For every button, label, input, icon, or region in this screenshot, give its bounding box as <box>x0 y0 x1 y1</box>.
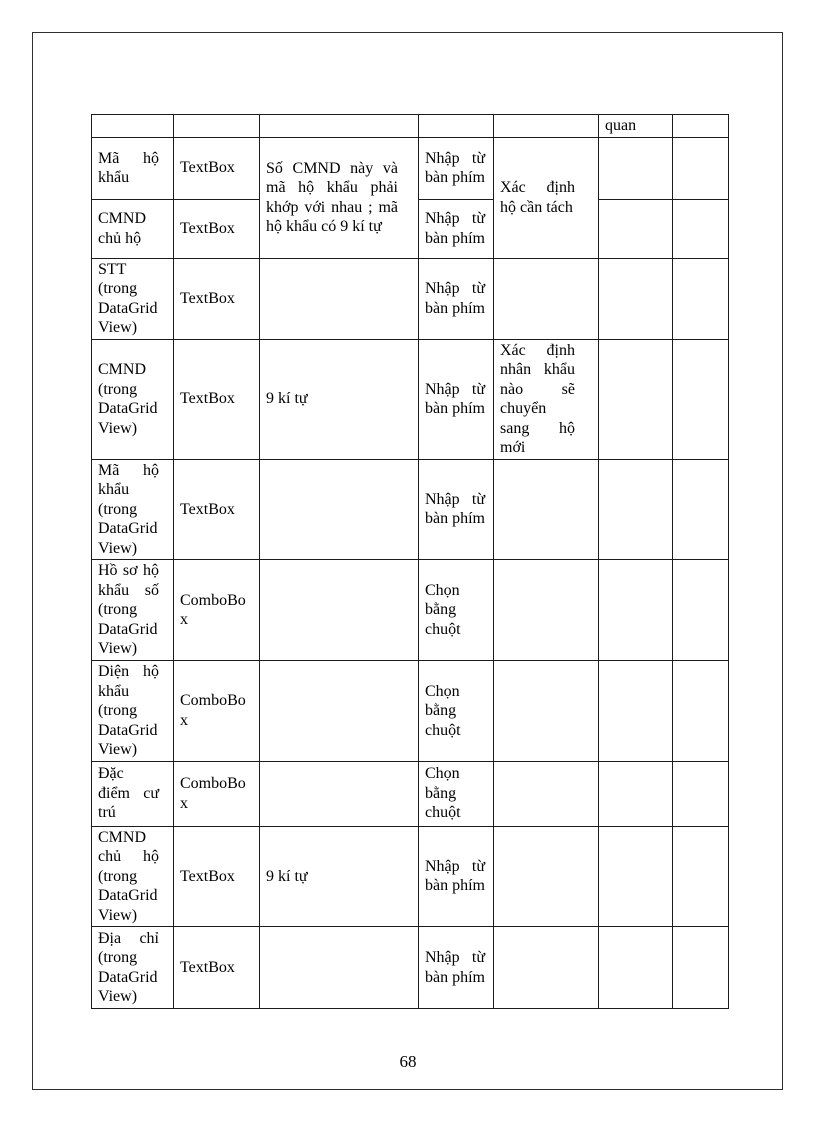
table-cell <box>599 137 673 199</box>
table-cell <box>174 137 260 199</box>
table-cell <box>673 339 729 459</box>
table-row <box>92 115 729 138</box>
table-cell <box>673 258 729 339</box>
cell-text: Hồ sơ hộ khẩu số (trong DataGrid View) <box>98 562 159 658</box>
cell-text: TextBox <box>180 500 235 518</box>
table-cell <box>673 927 729 1009</box>
table-cell <box>92 115 174 138</box>
table-row <box>92 339 729 459</box>
table-cell <box>174 661 260 762</box>
cell-text: TextBox <box>180 289 235 307</box>
cell-text: Xác định nhân khẩu nào sẽ chuyển sang hộ mới <box>500 341 575 456</box>
table-cell <box>494 115 599 138</box>
cell-text: CMND chủ hộ <box>98 210 147 247</box>
cell-text: Nhập từ bàn phím <box>425 280 485 317</box>
table-cell <box>599 661 673 762</box>
table-cell <box>260 826 419 927</box>
table-cell <box>92 761 174 826</box>
table-cell <box>419 826 494 927</box>
table-row <box>92 459 729 560</box>
table-cell <box>260 258 419 339</box>
table-cell <box>92 826 174 927</box>
table-cell <box>419 927 494 1009</box>
cell-text: Nhập từ bàn phím <box>425 380 485 417</box>
table-cell <box>494 761 599 826</box>
table-row <box>92 761 729 826</box>
cell-text: Đặc điểm cư trú <box>98 765 159 822</box>
table-cell <box>92 927 174 1009</box>
table-cell <box>599 115 673 138</box>
table-row <box>92 560 729 661</box>
table-cell <box>92 661 174 762</box>
cell-text: 9 kí tự <box>266 390 308 408</box>
table-cell <box>673 826 729 927</box>
table-cell <box>92 199 174 258</box>
table-cell <box>174 826 260 927</box>
cell-text: TextBox <box>180 867 235 885</box>
table-cell <box>494 826 599 927</box>
table-cell <box>599 339 673 459</box>
table-cell <box>673 661 729 762</box>
cell-text: Nhập từ bàn phím <box>425 949 485 986</box>
controls-spec-table <box>91 114 729 1009</box>
cell-text: Nhập từ bàn phím <box>425 210 485 247</box>
table-cell <box>174 258 260 339</box>
table-cell <box>599 927 673 1009</box>
cell-text: 9 kí tự <box>266 867 308 885</box>
table-cell <box>419 137 494 199</box>
cell-text: TextBox <box>180 219 235 237</box>
table-cell <box>92 137 174 199</box>
table-cell <box>92 560 174 661</box>
cell-text: CMND chủ hộ (trong DataGrid View) <box>98 828 159 924</box>
table-cell <box>419 661 494 762</box>
cell-text: STT (trong DataGrid View) <box>98 260 158 336</box>
table-row <box>92 826 729 927</box>
table-cell <box>599 560 673 661</box>
cell-text: Địa chỉ (trong DataGrid View) <box>98 929 159 1005</box>
table-cell <box>260 115 419 138</box>
cell-text: Chọn bằng chuột <box>425 682 461 739</box>
table-cell <box>419 560 494 661</box>
table-cell <box>673 761 729 826</box>
table-cell <box>673 560 729 661</box>
cell-text: Nhập từ bàn phím <box>425 857 485 895</box>
table-cell <box>673 199 729 258</box>
table-cell <box>599 826 673 927</box>
table-cell <box>260 761 419 826</box>
table-cell <box>673 459 729 560</box>
table-row <box>92 137 729 199</box>
cell-text: ComboBox <box>180 775 246 812</box>
table-cell <box>673 137 729 199</box>
table-cell <box>419 115 494 138</box>
cell-text: Xác định hộ cần tách <box>500 179 575 216</box>
table-cell <box>174 927 260 1009</box>
table-cell <box>494 560 599 661</box>
table-cell <box>419 459 494 560</box>
table-cell <box>174 339 260 459</box>
table-cell <box>599 761 673 826</box>
cell-text: Diện hộ khẩu (trong DataGrid View) <box>98 663 159 758</box>
cell-text: quan <box>605 117 637 134</box>
table-row <box>92 927 729 1009</box>
cell-text: Chọn bằng chuột <box>425 581 461 638</box>
table-cell <box>494 927 599 1009</box>
cell-text: Số CMND này và mã hộ khẩu phải khớp với nhau ; mã hộ khẩu có 9 kí tự <box>266 159 398 235</box>
table-cell <box>419 258 494 339</box>
table-cell <box>494 258 599 339</box>
cell-text: Nhập từ bàn phím <box>425 149 485 186</box>
table-cell <box>419 199 494 258</box>
cell-text: TextBox <box>180 958 235 976</box>
table-cell <box>174 761 260 826</box>
cell-text: Chọn bằng chuột <box>425 765 461 822</box>
table-cell <box>260 339 419 459</box>
table-cell <box>599 199 673 258</box>
table-cell <box>260 459 419 560</box>
table-cell <box>174 199 260 258</box>
table-cell <box>260 927 419 1009</box>
table-cell <box>494 459 599 560</box>
cell-text: CMND (trong DataGrid View) <box>98 361 158 437</box>
cell-text: ComboBox <box>180 591 246 628</box>
table-cell <box>494 339 599 459</box>
table-cell <box>599 459 673 560</box>
table-cell <box>92 459 174 560</box>
table-cell <box>673 115 729 138</box>
cell-text: Mã hộ khẩu (trong DataGrid View) <box>98 461 159 557</box>
table-row <box>92 258 729 339</box>
cell-text: Nhập từ bàn phím <box>425 490 485 528</box>
cell-text: Mã hộ khẩu <box>98 149 159 186</box>
cell-text: ComboBox <box>180 692 246 729</box>
table-cell <box>92 258 174 339</box>
cell-text: TextBox <box>180 159 235 177</box>
table-cell <box>260 560 419 661</box>
table-cell <box>174 560 260 661</box>
table-cell <box>599 258 673 339</box>
table-cell <box>419 339 494 459</box>
table-cell <box>92 339 174 459</box>
table-cell <box>174 115 260 138</box>
table-cell <box>174 459 260 560</box>
cell-text: TextBox <box>180 390 235 408</box>
page-number: 68 <box>399 1052 417 1071</box>
table-cell <box>419 761 494 826</box>
table-row <box>92 661 729 762</box>
table-cell <box>260 661 419 762</box>
table-cell <box>494 661 599 762</box>
table-cell <box>494 137 599 258</box>
table-cell <box>260 137 419 258</box>
